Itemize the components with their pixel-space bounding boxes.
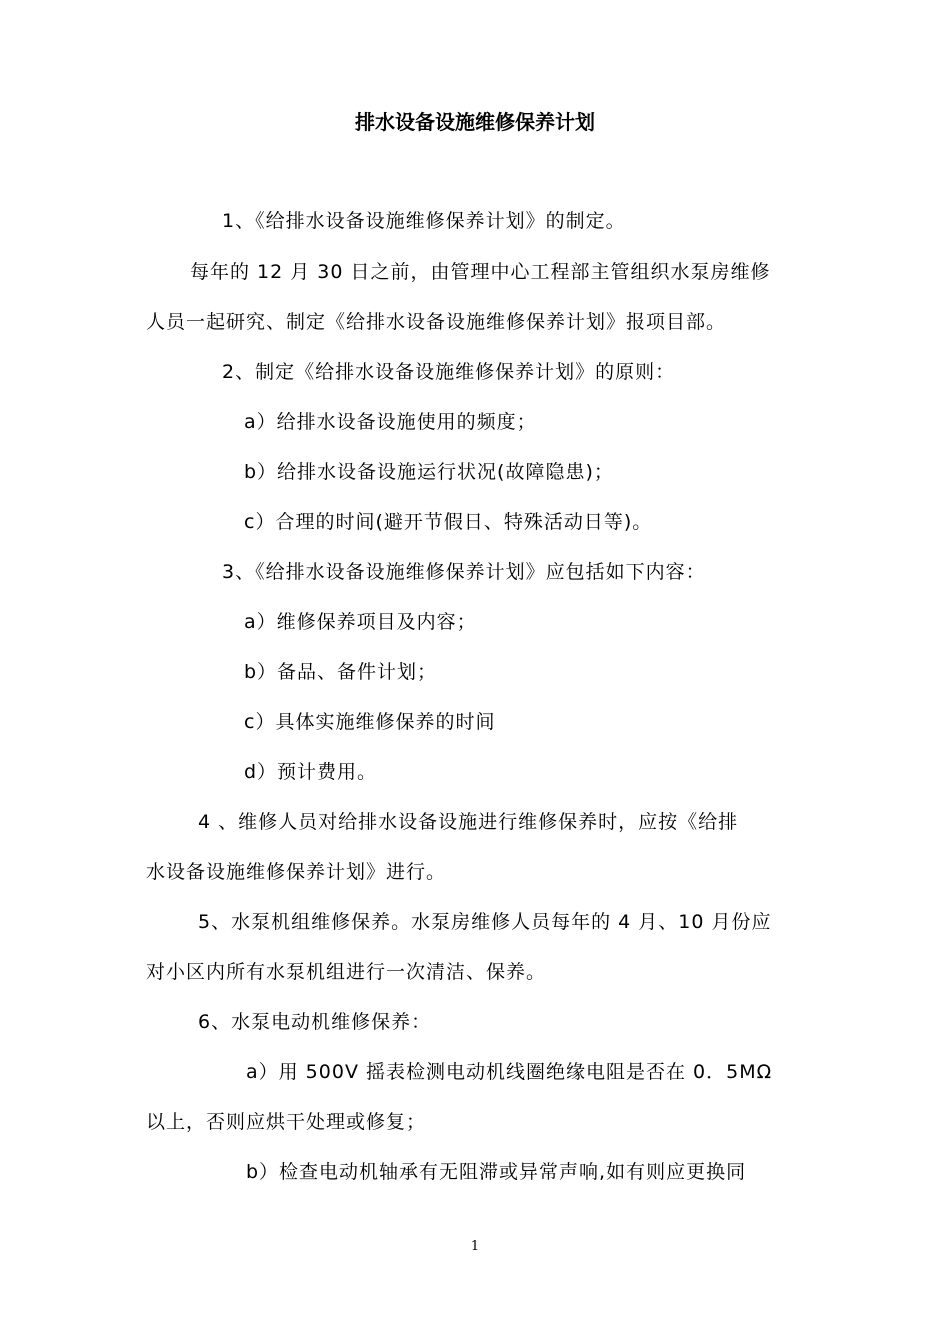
list-item: b）备品、备件计划； [244,661,438,683]
list-item: a）给排水设备设施使用的频度； [244,411,537,433]
list-item: a）用 500V 摇表检测电动机线圈绝缘电阻是否在 0．5MΩ [246,1061,773,1083]
section-4-paragraph: 4 、维修人员对给排水设备设施进行维修保养时，应按《给排 [198,811,739,833]
paragraph-line: 以上，否则应烘干处理或修复； [146,1111,427,1133]
section-2-heading: 2、制定《给排水设备设施维修保养计划》的原则： [222,361,676,383]
paragraph-line: 人员一起研究、制定《给排水设备设施维修保养计划》报项目部。 [146,311,727,333]
section-1-heading: 1、《给排水设备设施维修保养计划》的制定。 [222,210,626,232]
list-item: b）给排水设备设施运行状况(故障隐患)； [244,461,614,483]
list-item: b）检查电动机轴承有无阻滞或异常声响,如有则应更换同 [246,1161,747,1183]
list-item: a）维修保养项目及内容； [244,611,477,633]
list-item: c）具体实施维修保养的时间 [244,711,496,733]
paragraph-line: 水设备设施维修保养计划》进行。 [146,861,447,883]
page-number: 1 [470,1239,480,1254]
list-item: c）合理的时间(避开节假日、特殊活动日等)。 [244,511,653,533]
paragraph-line: 对小区内所有水泵机组进行一次清洁、保养。 [146,961,547,983]
section-5-paragraph: 5、水泵机组维修保养。水泵房维修人员每年的 4 月、10 月份应 [198,911,772,933]
section-3-heading: 3、《给排水设备设施维修保养计划》应包括如下内容： [222,561,706,583]
document-title: 排水设备设施维修保养计划 [355,110,595,134]
paragraph-line: 每年的 12 月 30 日之前，由管理中心工程部主管组织水泵房维修 [190,261,771,283]
list-item: d）预计费用。 [244,761,378,783]
section-6-heading: 6、水泵电动机维修保养： [198,1011,432,1033]
